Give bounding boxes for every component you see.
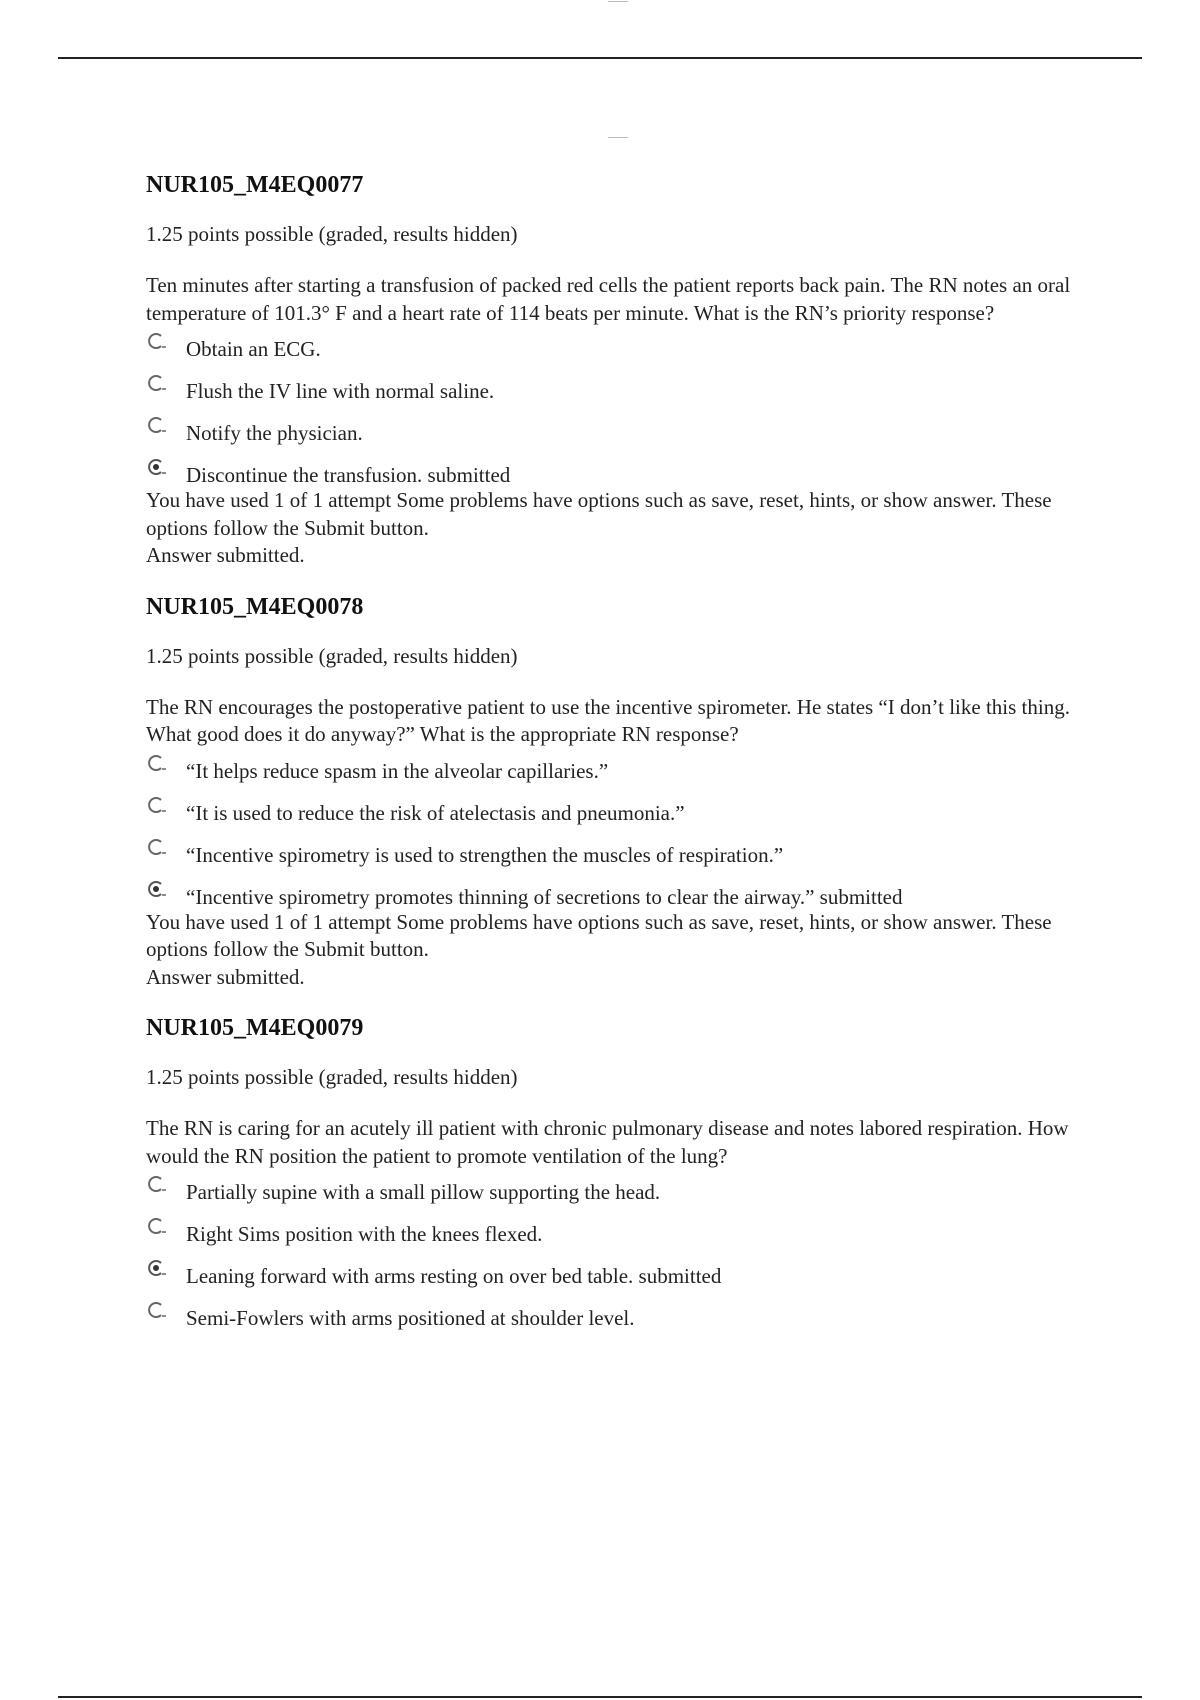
option-label: Flush the IV line with normal saline.: [186, 379, 495, 403]
option-label: Right Sims position with the knees flexed.: [186, 1222, 543, 1246]
question-title: NUR105_M4EQ0078: [146, 593, 364, 620]
points-possible: 1.25 points possible (graded, results hidden): [146, 1065, 518, 1089]
option-label: “It helps reduce spasm in the alveolar capillaries.”: [186, 758, 609, 783]
attempt-note: You have used 1 of 1 attempt Some problems have options such as save, reset, hints, or show answer. These options follow the Submit button.: [146, 488, 1052, 540]
answer-options: [146, 751, 1096, 919]
answer-option[interactable]: [146, 1214, 1096, 1256]
answer-option[interactable]: [146, 371, 1096, 413]
radio-button-icon[interactable]: [146, 1174, 166, 1196]
answer-options: [146, 329, 1096, 497]
option-label: Discontinue the transfusion. submitted: [186, 463, 511, 487]
question-text: Ten minutes after starting a transfusion of packed red cells the patient reports back pain. The RN notes an oral temperature of 101.3° F and a heart rate of 114 beats per minute. What is the RN’s priority response?: [146, 273, 1071, 325]
points-possible: 1.25 points possible (graded, results hidden): [146, 643, 518, 668]
radio-button-selected-icon[interactable]: [146, 1258, 166, 1280]
radio-button-icon[interactable]: [146, 837, 166, 859]
footer-rule: [58, 1696, 1142, 1698]
answer-option[interactable]: [146, 1172, 1096, 1214]
question-text: The RN encourages the postoperative patient to use the incentive spirometer. He states “I don’t like this thing. What good does it do anyway?” What is the appropriate RN response?: [146, 694, 1070, 746]
answer-option[interactable]: [146, 751, 1096, 793]
submission-status: Answer submitted.: [146, 964, 305, 989]
radio-button-icon[interactable]: [146, 1216, 166, 1238]
answer-option[interactable]: [146, 835, 1096, 877]
option-label: Notify the physician.: [186, 421, 363, 445]
question-title: NUR105_M4EQ0077: [146, 172, 364, 198]
radio-button-selected-icon[interactable]: [146, 879, 166, 901]
option-label: “It is used to reduce the risk of atelectasis and pneumonia.”: [186, 800, 685, 825]
option-label: “Incentive spirometry promotes thinning of secretions to clear the airway.” submitted: [186, 884, 903, 909]
question-0077: [146, 168, 1096, 570]
option-label: “Incentive spirometry is used to strengthen the muscles of respiration.”: [186, 842, 784, 867]
radio-button-selected-icon[interactable]: [146, 457, 166, 479]
attempt-note: You have used 1 of 1 attempt Some problems have options such as save, reset, hints, or show answer. These options follow the Submit button.: [146, 909, 1052, 961]
points-possible: 1.25 points possible (graded, results hidden): [146, 222, 518, 246]
answer-option-selected[interactable]: [146, 1256, 1096, 1298]
page-mark: [608, 137, 628, 138]
header-rule: [58, 57, 1142, 59]
option-label: Semi-Fowlers with arms positioned at shoulder level.: [186, 1306, 635, 1330]
answer-options: [146, 1172, 1096, 1340]
answer-option[interactable]: [146, 329, 1096, 371]
submission-status: Answer submitted.: [146, 543, 305, 567]
option-label: Leaning forward with arms resting on over bed table. submitted: [186, 1264, 722, 1288]
radio-button-icon[interactable]: [146, 373, 166, 395]
question-0079: [146, 1011, 1096, 1340]
answer-option[interactable]: [146, 793, 1096, 835]
page-mark-top: [608, 1, 628, 2]
radio-button-icon[interactable]: [146, 331, 166, 353]
question-text: The RN is caring for an acutely ill patient with chronic pulmonary disease and notes labored respiration. How would the RN position the patient to promote ventilation of the lung?: [146, 1116, 1069, 1168]
radio-button-icon[interactable]: [146, 1300, 166, 1322]
answer-option[interactable]: [146, 1298, 1096, 1340]
radio-button-icon[interactable]: [146, 753, 166, 775]
option-label: Obtain an ECG.: [186, 337, 321, 361]
radio-button-icon[interactable]: [146, 795, 166, 817]
question-0078: [146, 590, 1096, 992]
option-label: Partially supine with a small pillow supporting the head.: [186, 1180, 661, 1204]
quiz-content: [146, 168, 1096, 1340]
radio-button-icon[interactable]: [146, 415, 166, 437]
question-title: NUR105_M4EQ0079: [146, 1015, 364, 1041]
answer-option[interactable]: [146, 413, 1096, 455]
